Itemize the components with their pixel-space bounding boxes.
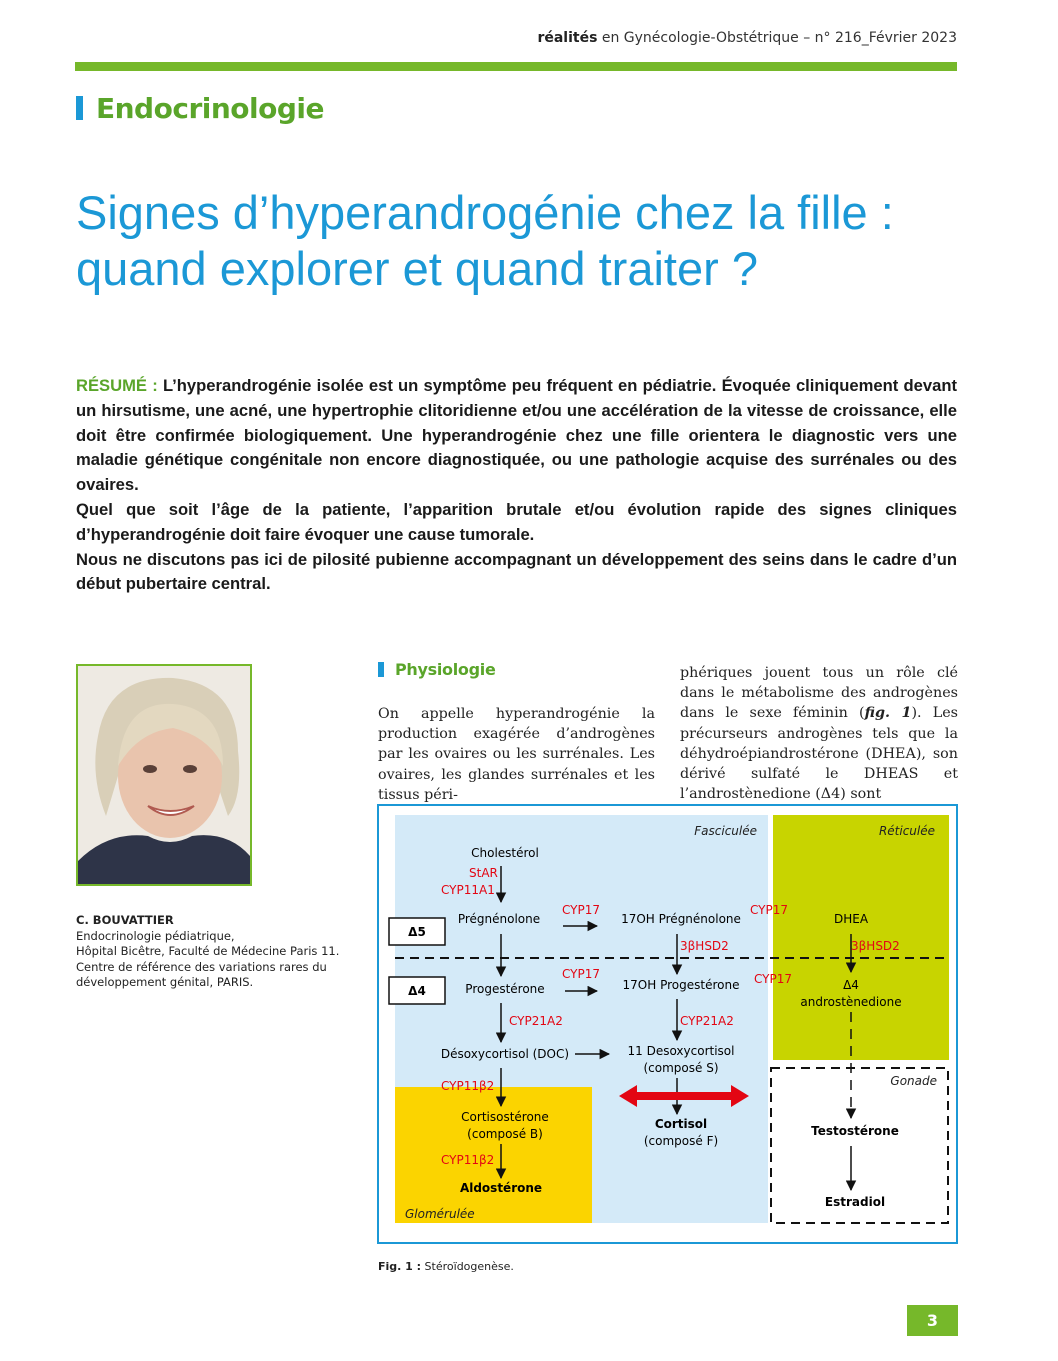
subsection-title: Physiologie — [395, 660, 496, 679]
label-fasciculee: Fasciculée — [694, 824, 757, 838]
subsection-marker — [378, 662, 384, 677]
compound-11-desoxycortisol: 11 Desoxycortisol — [627, 1044, 735, 1058]
compound-f: (composé F) — [643, 1134, 719, 1148]
compound-dhea: DHEA — [833, 912, 869, 926]
author-info — [76, 913, 346, 991]
zone-reticulee — [773, 815, 949, 1060]
abstract — [76, 374, 957, 597]
enzyme-cyp11a1: CYP11A1 — [441, 883, 495, 897]
author-affiliation-2: Hôpital Bicêtre, Faculté de Médecine Paris 11. — [76, 944, 340, 958]
delta5-label: Δ5 — [408, 925, 426, 939]
compound-corticosterone: Cortisostérone — [461, 1110, 549, 1124]
figure-caption — [378, 1260, 514, 1273]
abstract-keyword: RÉSUMÉ : — [76, 376, 158, 395]
enzyme-cyp17-b: CYP17 — [750, 903, 789, 917]
abstract-paragraph-1 — [76, 374, 957, 498]
compound-pregnenolone: Prégnénolone — [457, 912, 541, 926]
page-number: 3 — [907, 1305, 958, 1336]
body-column-2 — [680, 663, 958, 804]
compound-cortisol: Cortisol — [654, 1117, 708, 1131]
running-header — [0, 30, 957, 46]
header-rule — [75, 62, 957, 71]
enzyme-cyp17-d: CYP17 — [754, 972, 793, 986]
author-affiliation-4: développement génital, PARIS. — [76, 975, 254, 989]
section-title: Endocrinologie — [96, 91, 324, 125]
label-glomerulee: Glomérulée — [405, 1207, 475, 1221]
section-tag — [76, 92, 324, 124]
author-portrait-icon — [78, 666, 250, 884]
compound-doc: Désoxycortisol (DOC) — [440, 1047, 570, 1061]
label-gonade: Gonade — [890, 1074, 937, 1088]
enzyme-cyp17-a: CYP17 — [562, 903, 601, 917]
enzyme-3bhsd2-a: 3βHSD2 — [680, 939, 729, 953]
author-affiliation-3: Centre de référence des variations rares du — [76, 959, 327, 974]
compound-estradiol: Estradiol — [824, 1195, 886, 1209]
delta4-label: Δ4 — [408, 984, 426, 998]
compound-progesterone: Progestérone — [465, 982, 545, 996]
enzyme-cyp21a2-b: CYP21A2 — [680, 1014, 734, 1028]
compound-aldosterone: Aldostérone — [459, 1181, 543, 1195]
body-column-1: On appelle hyperandrogénie la production exagérée d’androgènes par les ovaires ou les surrénales. Les ovaires, les glandes surrénales et les tissus péri- — [378, 706, 655, 803]
compound-delta4: Δ4 — [843, 978, 859, 992]
compound-17oh-progesterone: 17OH Progestérone — [622, 978, 740, 992]
title-line-1: Signes d’hyperandrogénie chez la fille : — [76, 186, 894, 239]
enzyme-star: StAR — [469, 866, 498, 880]
enzyme-cyp21a2-a: CYP21A2 — [509, 1014, 563, 1028]
author-photo — [76, 664, 252, 886]
abstract-paragraph-3: Nous ne discutons pas ici de pilosité pubienne accompagnant un développement des seins dans le cadre d’un début pubertaire central. — [76, 549, 957, 594]
subsection-tag — [378, 660, 496, 679]
caption-text: Stéroïdogenèse. — [421, 1260, 514, 1273]
abstract-paragraph-2: Quel que soit l’âge de la patiente, l’apparition brutale et/ou évolution rapide des signes cliniques d’hyperandrogénie doit faire évoquer une cause tumorale. — [76, 499, 957, 544]
journal-issue: en Gynécologie-Obstétrique – n° 216_Février 2023 — [597, 30, 957, 46]
steroidogenesis-figure — [377, 804, 958, 1244]
compound-cholesterol: Cholestérol — [471, 846, 539, 860]
section-marker — [76, 96, 83, 120]
abstract-text-1: L’hyperandrogénie isolée est un symptôme peu fréquent en pédiatrie. Évoquée cliniquement devant un hirsutisme, une acné, une hypertrophie clitoridienne et/ou une accélération de la vitesse de croissance, elle doit être confirmée biologiquement. Une hyperandrogénie chez une fille orientera le diagnostic vers une maladie génétique congénitale non encore diagnostiquée, ou une pathologie acquise des surrénales ou des ovaires. — [76, 376, 957, 495]
enzyme-cyp11b2-b: CYP11β2 — [441, 1153, 495, 1167]
journal-name: réalités — [537, 30, 598, 46]
compound-b: (composé B) — [467, 1127, 543, 1141]
author-affiliation-1: Endocrinologie pédiatrique, — [76, 928, 235, 943]
caption-label: Fig. 1 : — [378, 1260, 422, 1273]
col2-text-a: phériques jouent tous un rôle clé dans le métabolisme des androgènes dans le sexe féminin ( — [680, 665, 958, 722]
enzyme-3bhsd2-b: 3βHSD2 — [851, 939, 900, 953]
compound-s: (composé S) — [643, 1061, 719, 1075]
label-reticulee: Réticulée — [878, 824, 935, 838]
compound-androstenedione: androstènedione — [800, 995, 902, 1009]
enzyme-cyp11b2-a: CYP11β2 — [441, 1079, 495, 1093]
compound-17oh-pregnenolone: 17OH Prégnénolone — [621, 912, 741, 926]
col2-text-b: ). Les précurseurs androgènes tels que la déhydroépiandrostérone (DHEA), son dérivé sulfaté le DHEAS et l’androstènedione (Δ4) sont — [680, 705, 959, 803]
steroidogenesis-diagram — [379, 806, 956, 1242]
title-line-2: quand explorer et quand traiter ? — [76, 242, 758, 295]
compound-testosterone: Testostérone — [811, 1124, 899, 1138]
figure-reference: fig. 1 — [864, 705, 912, 722]
enzyme-cyp17-c: CYP17 — [562, 967, 601, 981]
author-name: C. BOUVATTIER — [76, 913, 174, 927]
article-title — [76, 185, 976, 297]
